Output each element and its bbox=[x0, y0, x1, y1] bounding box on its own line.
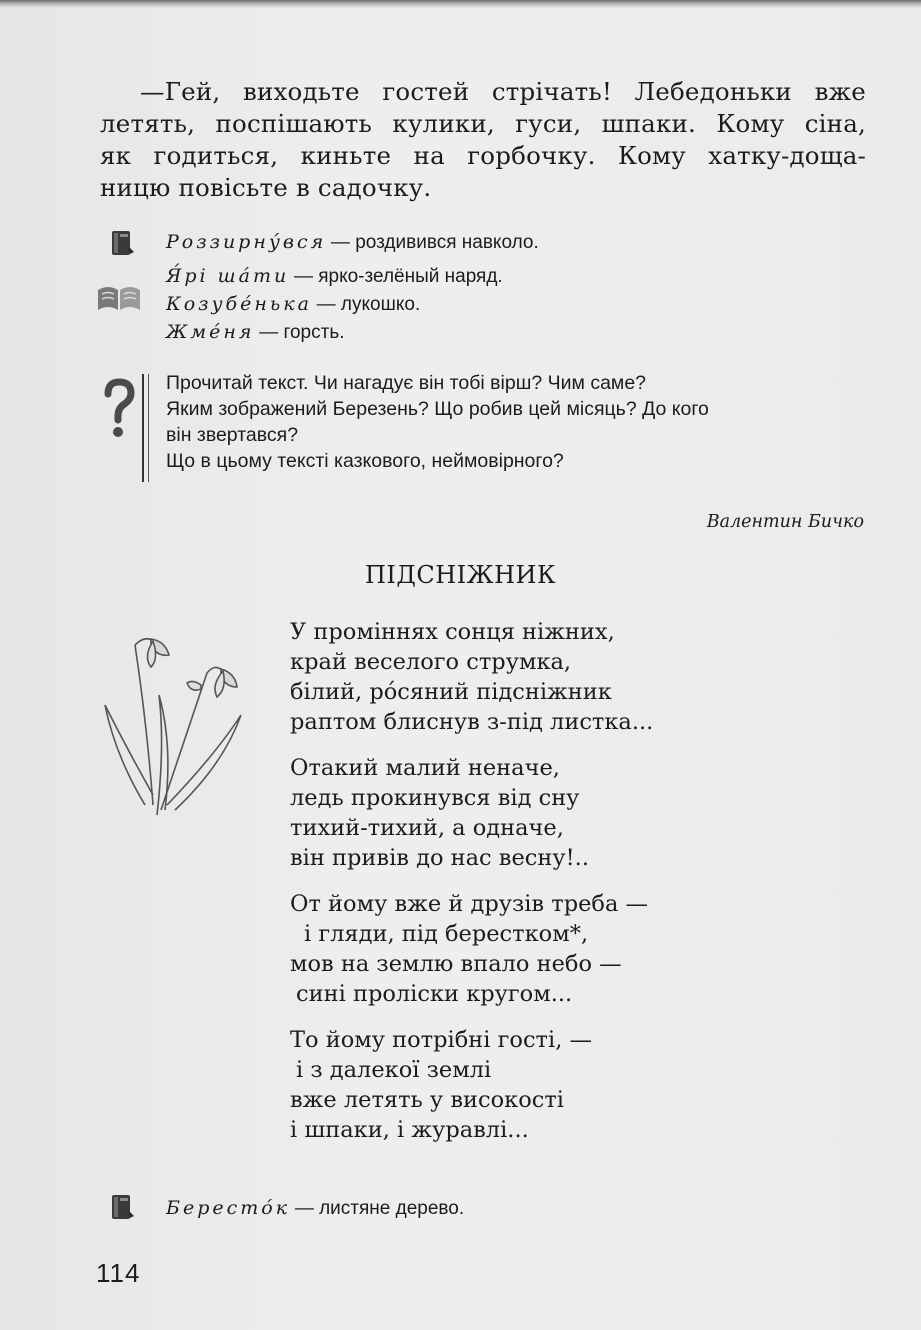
poem-stanza bbox=[290, 753, 850, 873]
author-name: Валентин Бичко bbox=[706, 512, 864, 532]
question-divider bbox=[148, 374, 149, 482]
glossary-entry bbox=[166, 320, 345, 345]
glossary-entry bbox=[166, 230, 539, 255]
open-book-icon bbox=[96, 282, 142, 317]
prose-line: —Гей, виходьте гостей стрічать! Лебедоньки вже bbox=[140, 77, 866, 106]
page-top-edge bbox=[0, 0, 921, 8]
glossary-definition: — роздивився навколо. bbox=[330, 232, 539, 253]
glossary-term: Бересто́к bbox=[166, 1197, 291, 1219]
dictionary-book-icon bbox=[108, 1192, 136, 1227]
poem-stanza bbox=[290, 889, 850, 1009]
poem-line: От йому вже й друзів треба — bbox=[290, 891, 649, 917]
page-number: 114 bbox=[96, 1258, 141, 1288]
questions-text bbox=[166, 370, 876, 474]
glossary-definition: — лукошко. bbox=[316, 294, 421, 315]
poem-line: і гляди, під берестком*, bbox=[304, 921, 589, 947]
glossary-term: Я́рі ша́ти bbox=[166, 265, 290, 287]
prose-line: летять, поспішають кулики, гуси, шпаки. Кому сіна, bbox=[100, 109, 866, 138]
poem-stanza bbox=[290, 1025, 850, 1145]
poem-line: край веселого струмка, bbox=[290, 649, 572, 675]
prose-line: ницю повісьте в садочку. bbox=[100, 173, 432, 202]
glossary-term: Роззирну́вся bbox=[166, 231, 327, 253]
questions-block bbox=[100, 370, 870, 485]
poem-line: сині проліски кругом... bbox=[296, 981, 573, 1007]
poem-line: вже летять у високості bbox=[290, 1087, 564, 1113]
question-line: Прочитай текст. Чи нагадує він тобі вірш? Чим саме? bbox=[166, 372, 647, 394]
question-divider bbox=[142, 374, 144, 482]
question-line: Що в цьому тексті казкового, неймовірного? bbox=[166, 450, 564, 472]
poem-title: ПІДСНІЖНИК bbox=[364, 561, 557, 589]
poem-line: він привів до нас весну!.. bbox=[290, 845, 589, 871]
poem-line: То йому потрібні гості, — bbox=[290, 1027, 593, 1053]
glossary-term: Жме́ня bbox=[166, 321, 255, 343]
dictionary-book-icon bbox=[108, 228, 136, 263]
poem-line: Отакий малий неначе, bbox=[290, 755, 560, 781]
glossary-entry bbox=[166, 264, 503, 289]
poem-stanza bbox=[290, 617, 850, 737]
poem-line: білий, ро́сяний підсніжник bbox=[290, 679, 612, 705]
glossary-entry bbox=[166, 292, 420, 317]
glossary-definition: — ярко-зелёный наряд. bbox=[293, 266, 503, 287]
poem-line: і з далекої землі bbox=[296, 1057, 492, 1083]
prose-line: як годиться, киньте на горбочку. Кому хатку-доща- bbox=[100, 141, 866, 170]
poem-line: раптом блиснув з-під листка... bbox=[290, 709, 654, 735]
prose-paragraph bbox=[100, 76, 866, 204]
glossary-definition: — горсть. bbox=[259, 322, 345, 343]
glossary-definition: — листяне дерево. bbox=[294, 1198, 465, 1219]
poem-line: і шпаки, і журавлі... bbox=[290, 1117, 529, 1143]
poem-line: ледь прокинувся від сну bbox=[290, 785, 580, 811]
poem-body bbox=[290, 617, 850, 1161]
glossary-term: Козубе́нька bbox=[166, 293, 312, 315]
poem-line: тихий-тихий, а одначе, bbox=[290, 815, 564, 841]
poem-line: мов на землю впало небо — bbox=[290, 951, 622, 977]
question-line: він звертався? bbox=[166, 424, 299, 446]
question-line: Яким зображений Березень? Що робив цей місяць? До кого bbox=[166, 398, 709, 420]
snowdrop-illustration bbox=[95, 605, 255, 840]
glossary-entry bbox=[166, 1196, 464, 1221]
question-mark-icon bbox=[102, 378, 136, 447]
poem-line: У проміннях сонця ніжних, bbox=[290, 619, 615, 645]
